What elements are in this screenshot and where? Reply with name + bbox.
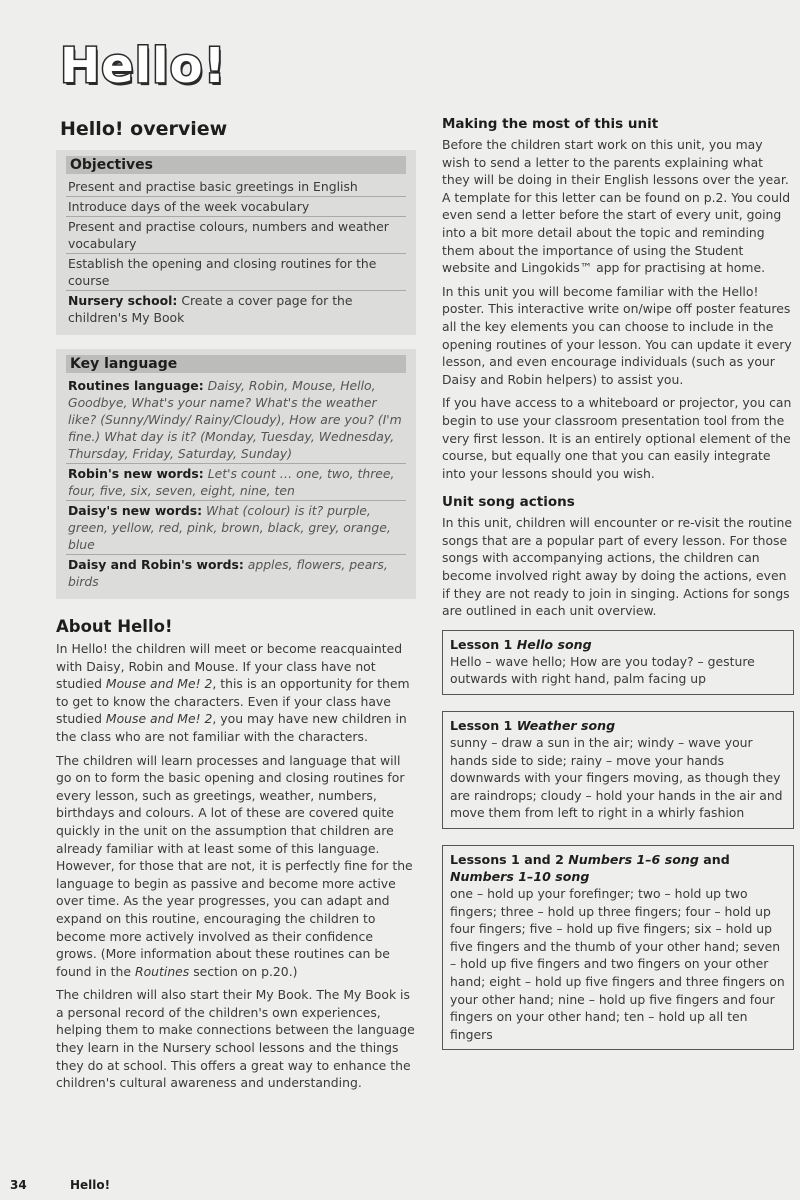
about-heading: About Hello! — [56, 617, 173, 636]
text-span: Lessons 1 and 2 — [450, 852, 569, 867]
key-language-text: Let's count … one, two, three, four, five, six, seven, eight, nine, ten — [68, 466, 395, 498]
song-title — [450, 636, 786, 653]
objective-item: Present and practise colours, numbers and weather vocabulary — [66, 217, 406, 254]
text-span: Lesson 1 — [450, 718, 517, 734]
about-paragraph-3: The children will also start their My Book. The My Book is a personal record of the children's own experiences, helping them to make connections between the language they learn in the Nursery school lessons and the things they do at school. This offers a great way to enhance the children's cultural awareness and understanding. — [56, 987, 415, 1091]
song-actions-heading: Unit song actions — [442, 494, 575, 511]
key-language-text: Daisy, Robin, Mouse, Hello, Goodbye, What's your name? What's the weather like? (Sunny/Windy/ Rainy/Cloudy), How are you? (I'm fine.) What day is it? (Monday, Tuesday, Wednesday, Thursday, Friday, Saturday, Sunday) — [68, 378, 402, 461]
making-most-paragraph-2: In this unit you will become familiar with the Hello! poster. This interactive write on/wipe off poster features all the key elements you can choose to include in the opening routines of your lesson. You can update it every lesson, and even encourage individuals (such as your Daisy and Robin helpers) to assist you. — [442, 283, 792, 387]
left-column — [56, 118, 416, 1098]
making-most-heading: Making the most of this unit — [442, 116, 659, 132]
key-language-row — [66, 555, 406, 591]
song-name: Numbers 1–6 song — [568, 852, 699, 867]
key-language-row — [66, 464, 406, 501]
footer-unit-title: Hello! — [70, 1178, 111, 1192]
objectives-box — [56, 150, 416, 335]
page-title: Hello! — [60, 38, 227, 94]
objective-item: Introduce days of the week vocabulary — [66, 197, 406, 217]
text-span: , you may have new children in the class who are not familiar with the characters. — [56, 711, 407, 744]
song-body: sunny – draw a sun in the air; windy – wave your hands side to side; rainy – move your hands downwards with your fingers moving, as though they are raindrops; cloudy – hold your hands in the air and move them from left to right in a whirly fashion — [450, 735, 783, 821]
about-paragraph-2 — [56, 752, 416, 981]
key-language-label: Robin's new words: — [68, 466, 204, 481]
song-body: one – hold up your forefinger; two – hold up two fingers; three – hold up three fingers; four – hold up four fingers; five – hold up five fingers; six – hold up five fingers and the thumb of your other hand; seven – hold up five fingers and two fingers on your other hand; eight – hold up five fingers and three fingers on your other hand; nine – hold up five fingers and four fingers on your other hand; ten – hold up all ten fingers — [450, 886, 785, 1042]
song-box — [442, 845, 794, 1050]
song-name: Numbers 1–10 song — [450, 869, 590, 884]
objective-nursery — [66, 291, 406, 327]
section-reference: Routines — [134, 963, 190, 979]
song-actions-intro: In this unit, children will encounter or re-visit the routine songs that are a popular part of every lesson. For those songs with accompanying actions, the children can become involved right away by doing the actions, even if they are not ready to join in singing. Actions for songs are outlined in each unit overview. — [442, 515, 792, 619]
key-language-row — [66, 501, 406, 555]
key-language-label: Daisy's new words: — [68, 503, 203, 518]
song-title — [450, 851, 786, 885]
book-title: Mouse and Me! 2 — [105, 711, 213, 727]
key-language-row — [66, 376, 406, 464]
text-span: In Hello! the children will meet or become reacquainted with Daisy, Robin and Mouse. If your class have not studied — [56, 641, 403, 692]
text-span: The children will learn processes and language that will go on to form the basic opening and closing routines for every lesson, such as greetings, weather, numbers, birthdays and colours. A lot of these are covered quite quickly in the unit on the assumption that children are already familiar with at least some of this language. However, for those that are not, it is perfectly fine for the language to begin as passive and become more active over time. As the year progresses, you can adapt and expand on this routine, encouraging the children to become more actively involved as their confidence grows. (More information about these routines can be found in the — [56, 752, 413, 979]
song-box — [442, 711, 794, 829]
objective-item: Present and practise basic greetings in English — [66, 177, 406, 197]
text-span: Lesson 1 — [450, 636, 517, 652]
making-most-paragraph-1: Before the children start work on this unit, you may wish to send a letter to the parents explaining what they will be doing in their English lessons over the year. A template for this letter can be found on p.2. You could even send a letter before the start of every unit, going into a bit more detail about the topic and reminding them about the importance of using the Student website and Lingokids™ app for practising at home. — [442, 137, 791, 276]
key-language-text: apples, flowers, pears, birds — [68, 557, 388, 589]
song-name: Weather song — [516, 718, 616, 734]
page-number: 34 — [10, 1178, 27, 1192]
making-most-paragraph-3: If you have access to a whiteboard or projector, you can begin to use your classroom presentation tool from the very first lesson. It is an entirely optional element of the course, but equally one that you can easily integrate into your lessons should you wish. — [442, 395, 792, 481]
objective-item: Establish the opening and closing routines for the course — [66, 254, 406, 291]
key-language-heading: Key language — [66, 355, 406, 373]
song-name: Hello song — [516, 636, 592, 652]
song-box — [442, 630, 794, 695]
book-title: Mouse and Me! 2 — [105, 676, 213, 692]
text-span: and — [698, 852, 730, 867]
key-language-label: Daisy and Robin's words: — [68, 557, 244, 572]
key-language-box — [56, 349, 416, 599]
about-paragraph-1 — [56, 640, 416, 746]
nursery-text: Create a cover page for the children's My Book — [68, 293, 353, 325]
song-title — [450, 717, 786, 734]
right-column — [442, 116, 794, 1066]
overview-heading: Hello! overview — [60, 118, 228, 140]
objectives-heading: Objectives — [66, 156, 406, 174]
song-body: Hello – wave hello; How are you today? – gesture outwards with right hand, palm facing up — [450, 653, 755, 687]
nursery-label: Nursery school: — [68, 293, 178, 308]
text-span: section on p.20.) — [189, 963, 298, 979]
key-language-text: What (colour) is it? purple, green, yellow, red, pink, brown, black, grey, orange, blue — [68, 503, 391, 552]
key-language-label: Routines language: — [68, 378, 204, 393]
text-span: , this is an opportunity for them to get to know the characters. Even if your class have studied — [56, 676, 410, 727]
